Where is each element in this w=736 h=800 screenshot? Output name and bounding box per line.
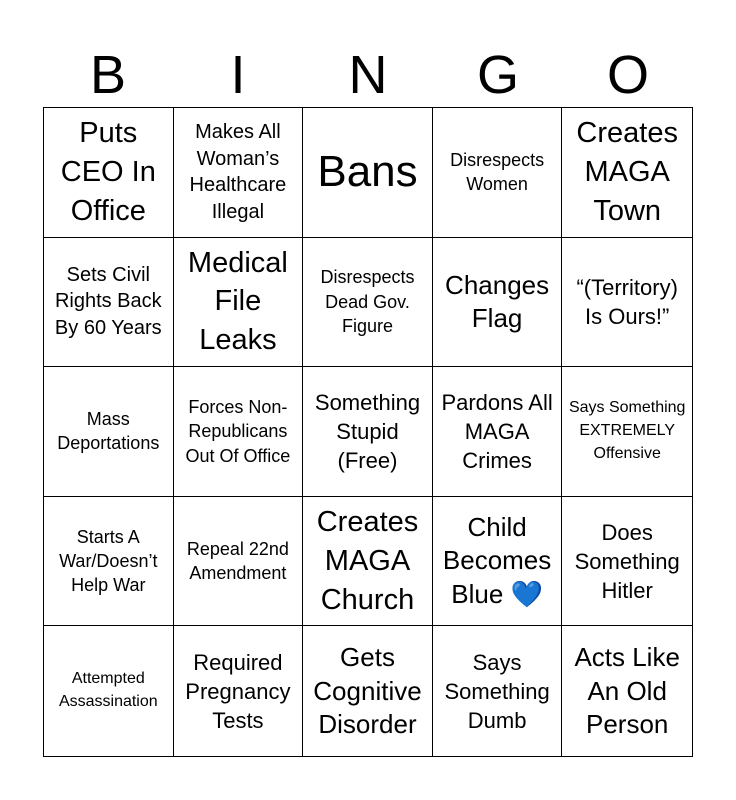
bingo-cell[interactable]: Changes Flag	[433, 238, 563, 368]
header-letter-i: I	[230, 45, 246, 105]
bingo-cell[interactable]: Required Pregnancy Tests	[174, 626, 304, 756]
header-letter-b: B	[89, 45, 127, 105]
bingo-cell[interactable]: Pardons All MAGA Crimes	[433, 367, 563, 497]
bingo-cell[interactable]: Disrespects Women	[433, 108, 563, 238]
bingo-cell[interactable]: Acts Like An Old Person	[574, 642, 680, 739]
bingo-board	[43, 107, 693, 757]
bingo-cell[interactable]: “(Territory) Is Ours!”	[562, 238, 692, 368]
bingo-cell[interactable]: Bans	[303, 108, 433, 238]
bingo-cell[interactable]: Attempted Assassination	[44, 626, 174, 756]
bingo-cell[interactable]: Forces Non-Republicans Out Of Office	[174, 367, 304, 497]
header-letter-g: G	[476, 45, 519, 105]
bingo-header	[43, 44, 693, 106]
bingo-cell[interactable]: Disrespects Dead Gov. Figure	[303, 238, 433, 368]
bingo-cell[interactable]: Medical File Leaks	[174, 238, 304, 368]
bingo-cell[interactable]: Child Becomes Blue 💙	[433, 497, 563, 627]
header-letter-n: N	[348, 45, 388, 105]
bingo-cell[interactable]: Starts A War/Doesn’t Help War	[44, 497, 174, 627]
bingo-cell[interactable]: Mass Deportations	[44, 367, 174, 497]
bingo-cell[interactable]: Creates MAGA Town	[562, 108, 692, 238]
bingo-cell[interactable]: Creates MAGA Church	[303, 497, 433, 627]
bingo-cell[interactable]: Something Stupid (Free)	[303, 367, 433, 497]
bingo-cell[interactable]: Puts CEO In Office	[44, 108, 174, 238]
bingo-cell[interactable]: Gets Cognitive Disorder	[303, 626, 433, 756]
bingo-cell[interactable]: Does Something Hitler	[562, 497, 692, 627]
bingo-cell[interactable]: Sets Civil Rights Back By 60 Years	[44, 238, 174, 368]
header-letter-o: O	[606, 45, 649, 105]
bingo-cell[interactable]: Says Something Dumb	[433, 626, 563, 756]
bingo-cell[interactable]: Repeal 22nd Amendment	[174, 497, 304, 627]
bingo-cell[interactable]: Says Something EXTREMELY Offensive	[562, 367, 692, 497]
bingo-cell[interactable]: Makes All Woman’s Healthcare Illegal	[174, 108, 304, 238]
